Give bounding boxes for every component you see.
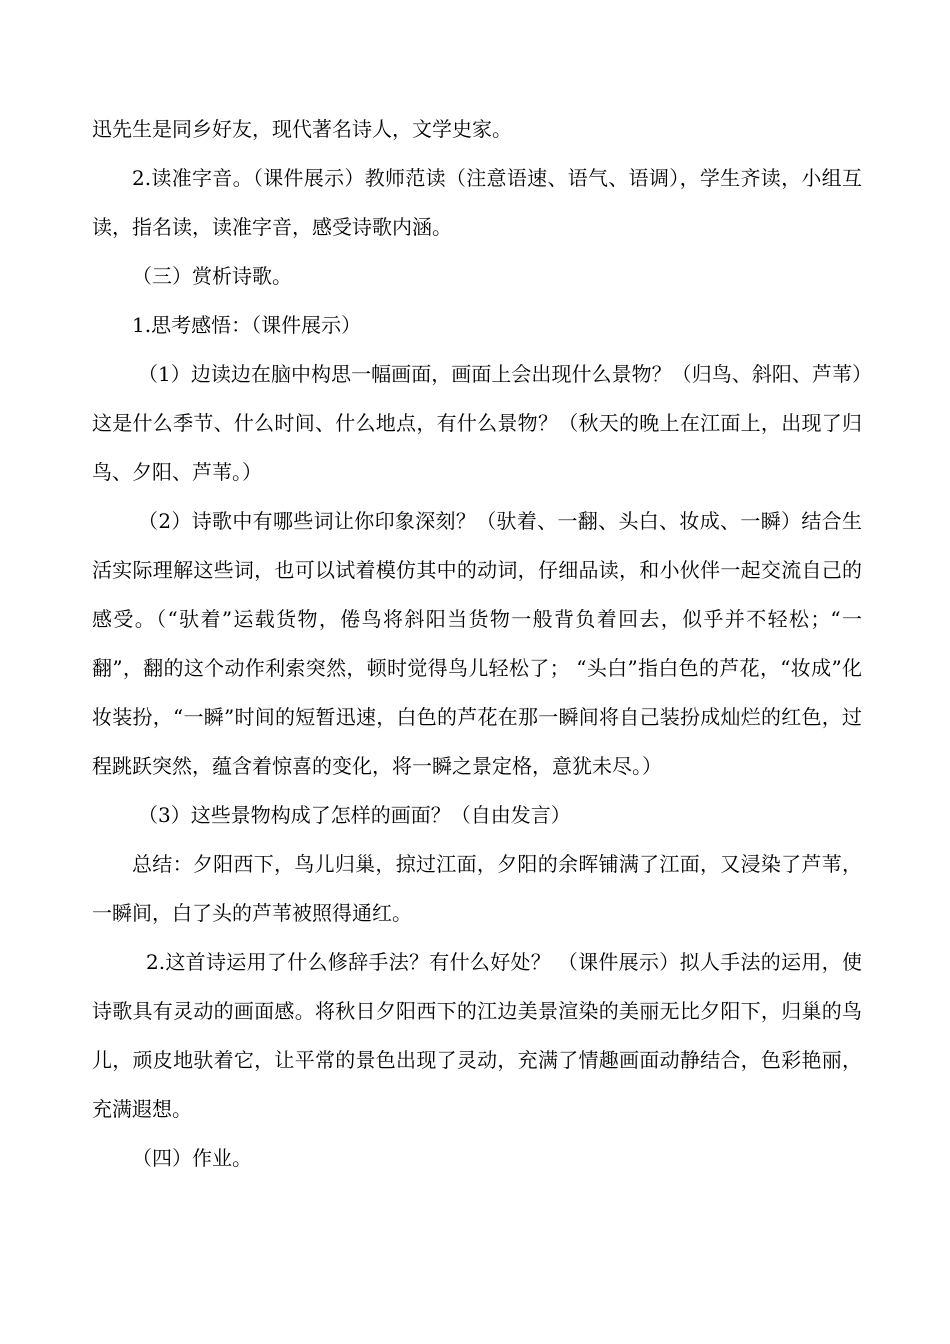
section-heading-appreciate: （三）赏析诗歌。 (132, 264, 292, 288)
paragraph-question-3: （3）这些景物构成了怎样的画面？（自由发言） (138, 803, 571, 827)
paragraph-rhetoric: 2.这首诗运用了什么修辞手法？有什么好处？ （课件展示）拟人手法的运用，使诗歌具有灵动的画面感。将秋日夕阳西下的江边美景渲染的美丽无比夕阳下，归巢的鸟儿，顽皮地驮着它，让平常的景色出现了灵动，充满了情趣画面动静结合，色彩艳丽，充满遐想。 (92, 950, 862, 1121)
document-page (92, 105, 862, 1183)
section-heading-homework: （四）作业。 (132, 1146, 252, 1170)
paragraph-summary: 总结：夕阳西下，鸟儿归巢，掠过江面，夕阳的余晖铺满了江面，又浸染了芦苇，一瞬间，白了头的芦苇被照得通红。 (92, 852, 862, 925)
paragraph-think-reflect: 1.思考感悟：（课件展示） (132, 313, 362, 337)
paragraph-read-pronunciation: 2.读准字音。（课件展示）教师范读（注意语速、语气、语调），学生齐读，小组互读，指名读，读准字音，感受诗歌内涵。 (92, 166, 862, 239)
paragraph-intro-continuation: 迅先生是同乡好友，现代著名诗人，文学史家。 (92, 117, 512, 141)
paragraph-question-1: （1）边读边在脑中构思一幅画面，画面上会出现什么景物？（归鸟、斜阳、芦苇）这是什么季节、什么时间、什么地点，有什么景物？（秋天的晚上在江面上，出现了归鸟、夕阳、芦苇。） (92, 362, 862, 484)
paragraph-question-2: （2）诗歌中有哪些词让你印象深刻？（驮着、一翻、头白、妆成、一瞬）结合生活实际理解这些词，也可以试着模仿其中的动词，仔细品读，和小伙伴一起交流自己的感受。（“驮着”运载货物，倦鸟将斜阳当货物一般背负着回去，似乎并不轻松；“一翻”，翻的这个动作利索突然，顿时觉得鸟儿轻松了； “头白”指白色的芦花，“妆成”化妆装扮，“一瞬”时间的短暂迅速，白色的芦花在那一瞬间将自己装扮成灿烂的红色，过程跳跃突然，蕴含着惊喜的变化，将一瞬之景定格，意犹未尽。） (92, 509, 862, 778)
